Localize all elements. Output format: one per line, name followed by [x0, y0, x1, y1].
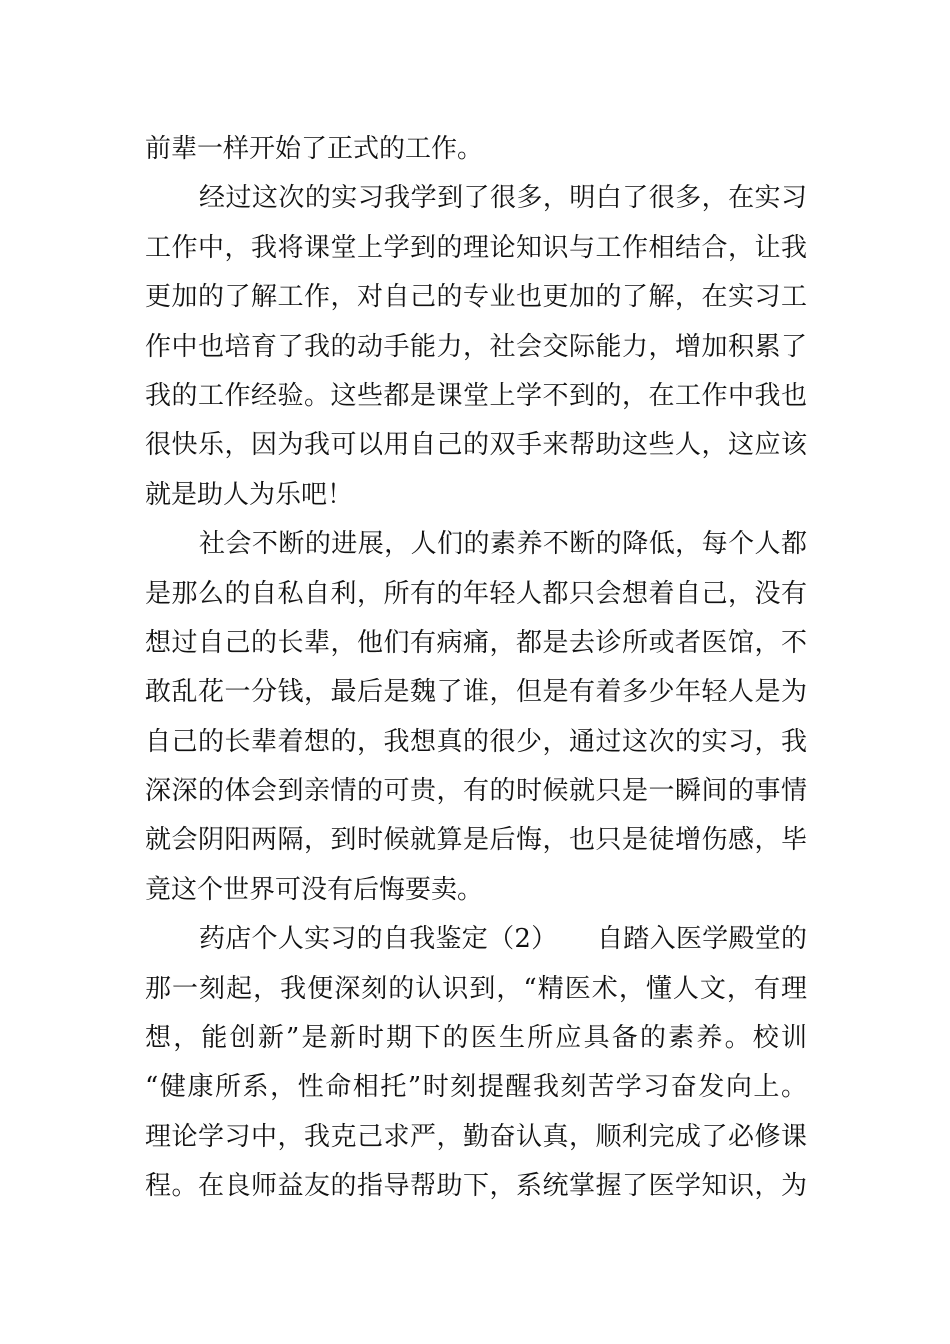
text-line: 自己的长辈着想的，我想真的很少，通过这次的实习，我: [145, 726, 807, 757]
text-line: 前辈一样开始了正式的工作。: [145, 134, 484, 164]
text-line: 深深的体会到亲情的可贵，有的时候就只是一瞬间的事情: [145, 776, 807, 807]
text-line: 更加的了解工作，对自己的专业也更加的了解，在实习工: [145, 282, 807, 313]
text-line: 就会阴阳两隔，到时候就算是后悔，也只是徒增伤感，毕: [145, 825, 807, 856]
text-line: 工作中，我将课堂上学到的理论知识与工作相结合，让我: [145, 232, 807, 263]
paragraph-first-line: 经过这次的实习我学到了很多，明白了很多，在实习: [199, 183, 807, 214]
text-line: 理论学习中，我克己求严，勤奋认真，顺利完成了必修课: [145, 1121, 807, 1152]
text-line: 我的工作经验。这些都是课堂上学不到的，在工作中我也: [145, 380, 807, 411]
paragraph-first-line: 药店个人实习的自我鉴定（2） 自踏入医学殿堂的: [199, 924, 807, 955]
text-line: 那一刻起，我便深刻的认识到，“精医术，懂人文，有理: [145, 973, 807, 1004]
paragraph-first-line: 社会不断的进展，人们的素养不断的降低，每个人都: [199, 529, 807, 560]
text-line: 作中也培育了我的动手能力，社会交际能力，增加积累了: [145, 331, 807, 362]
text-line: 想过自己的长辈，他们有病痛，都是去诊所或者医馆，不: [145, 627, 807, 658]
text-line: 竟这个世界可没有后悔要卖。: [145, 874, 484, 905]
body-text: [145, 125, 807, 1212]
text-line: 想，能创新”是新时期下的医生所应具备的素养。校训: [145, 1023, 807, 1054]
text-line: 程。在良师益友的指导帮助下，系统掌握了医学知识，为: [145, 1171, 807, 1202]
text-line: “健康所系，性命相托”时刻提醒我刻苦学习奋发向上。: [145, 1072, 807, 1103]
text-line: 就是助人为乐吧！: [145, 479, 354, 510]
text-line: 敢乱花一分钱，最后是魏了谁，但是有着多少年轻人是为: [145, 677, 807, 708]
text-line: 很快乐，因为我可以用自己的双手来帮助这些人，这应该: [145, 430, 807, 461]
text-line: 是那么的自私自利，所有的年轻人都只会想着自己，没有: [145, 578, 807, 609]
